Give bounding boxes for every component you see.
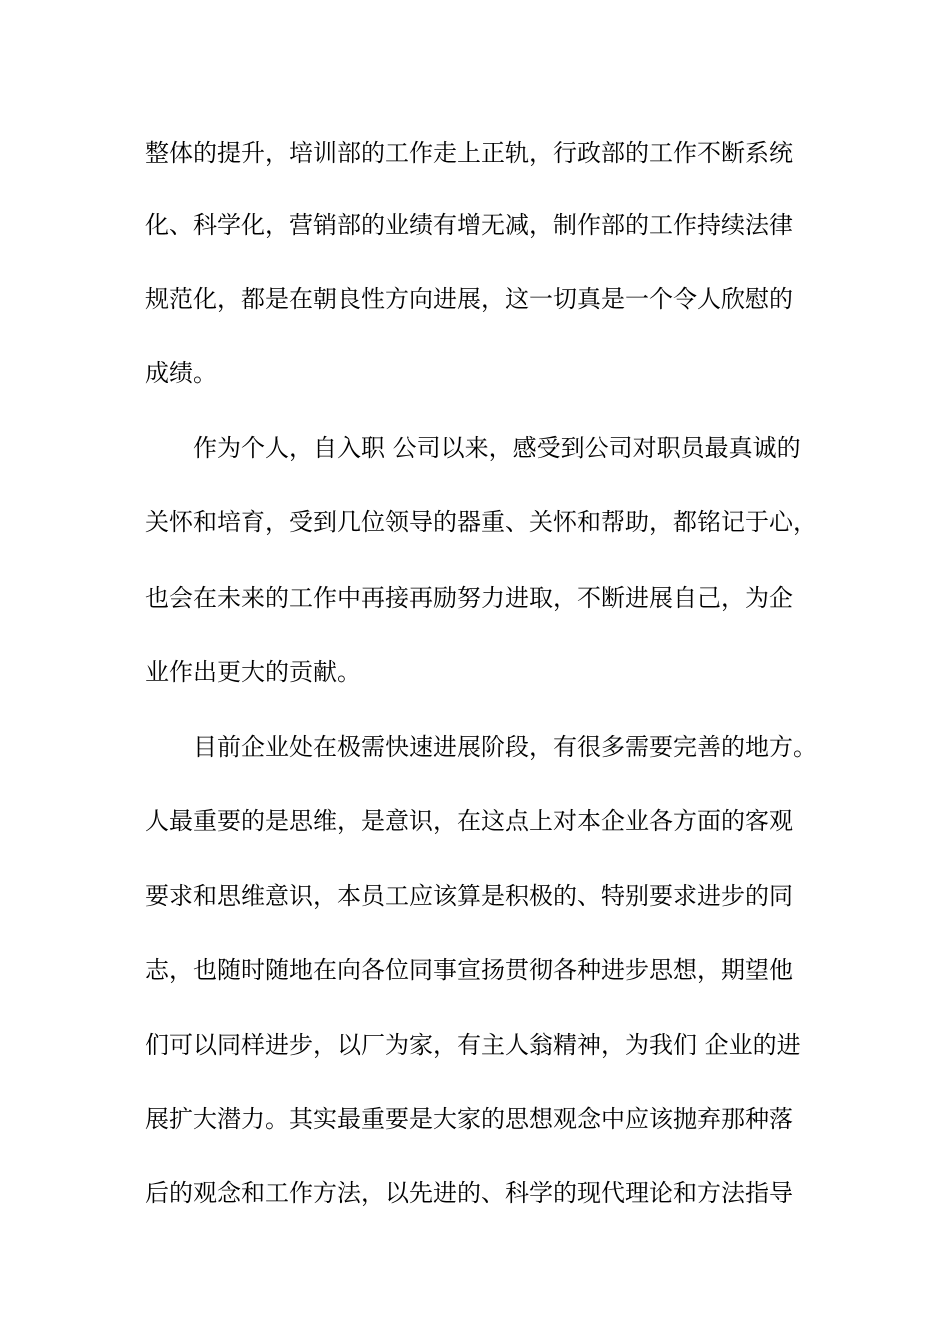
paragraph-line: 规范化，都是在朝良性方向进展，这一切真是一个令人欣慰的: [145, 285, 793, 313]
paragraph-line: 志，也随时随地在向各位同事宣扬贯彻各种进步思想，期望他: [145, 956, 793, 984]
paragraph-first-line: 作为个人，自入职 公司以来，感受到公司对职员最真诚的: [193, 434, 801, 462]
paragraph-line: 后的观念和工作方法，以先进的、科学的现代理论和方法指导: [145, 1179, 793, 1207]
paragraph-line: 业作出更大的贡献。: [145, 658, 361, 686]
paragraph-line: 要求和思维意识，本员工应该算是积极的、特别要求进步的同: [145, 882, 793, 910]
paragraph-line: 关怀和培育，受到几位领导的器重、关怀和帮助，都铭记于心，: [145, 508, 817, 536]
paragraph-line: 展扩大潜力。其实最重要是大家的思想观念中应该抛弃那种落: [145, 1105, 793, 1133]
paragraph-line: 也会在未来的工作中再接再励努力进取，不断进展自己，为企: [145, 584, 793, 612]
paragraph-line: 整体的提升，培训部的工作走上正轨，行政部的工作不断系统: [145, 139, 793, 167]
paragraph-line: 化、科学化，营销部的业绩有增无减，制作部的工作持续法律: [145, 211, 793, 239]
paragraph-line: 们可以同样进步，以厂为家，有主人翁精神，为我们 企业的进: [145, 1031, 801, 1059]
paragraph-line: 人最重要的是思维，是意识，在这点上对本企业各方面的客观: [145, 807, 793, 835]
paragraph-line: 成绩。: [145, 359, 217, 387]
paragraph-first-line: 目前企业处在极需快速进展阶段，有很多需要完善的地方。: [193, 733, 817, 761]
